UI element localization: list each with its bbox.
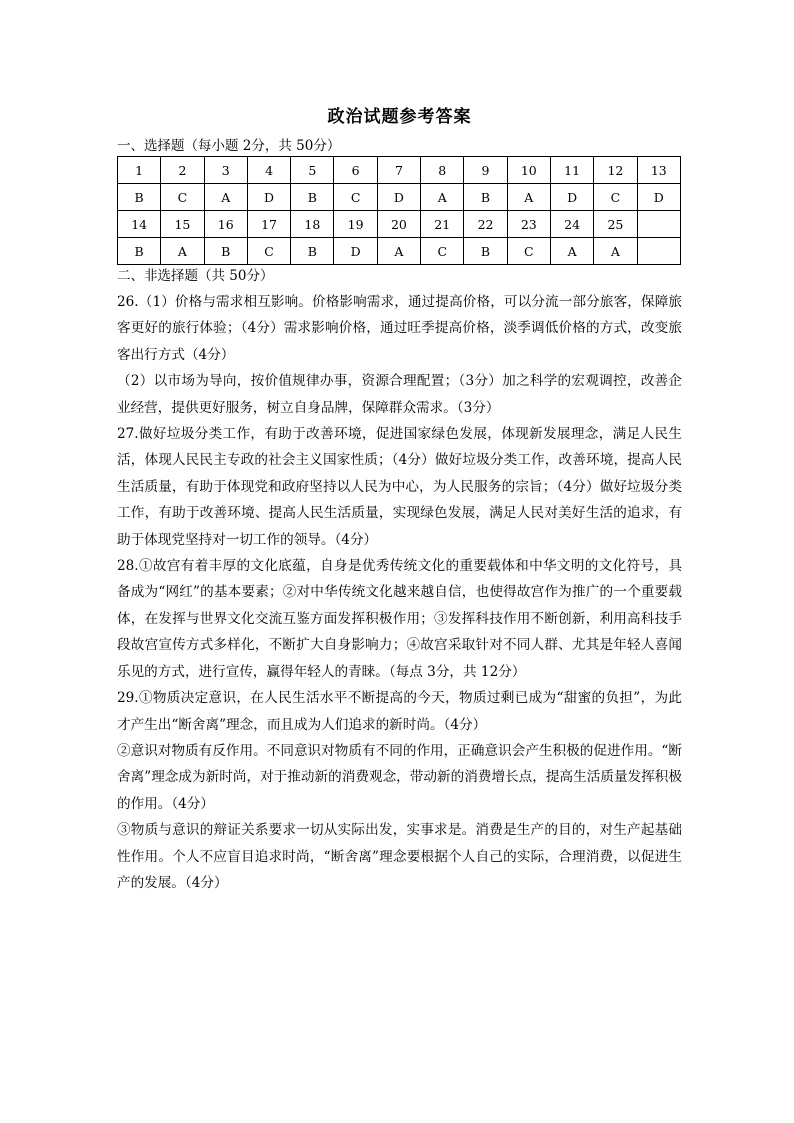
- question-number-cell: 13: [637, 157, 680, 184]
- answer-29-point-2: ②意识对物质有反作用。不同意识对物质有不同的作用，正确意识会产生积极的促进作用。“断舍离”理念成为新时尚，对于推动新的消费观念，带动新的消费增长点，提高生活质量发挥积极的作用。（4分）: [117, 742, 682, 812]
- answer-key-cell: B: [118, 238, 161, 265]
- question-number-cell: 8: [421, 157, 464, 184]
- question-number-cell: 7: [377, 157, 420, 184]
- question-number-cell: 18: [291, 211, 334, 238]
- answer-28: 28.①故宫有着丰厚的文化底蕴，自身是优秀传统文化的重要载体和中华文明的文化符号，具备成为“网红”的基本要素；②对中华传统文化越来越自信，也使得故宫作为推广的一个重要载体，在发挥与世界文化交流互鉴方面发挥积极作用；③发挥科技作用不断创新，利用高科技手段故宫宣传方式多样化，不断扩大自身影响力；④故宫采取针对不同人群、尤其是年轻人喜闻乐见的方式，进行宣传，赢得年轻人的青睐。（每点 3分，共 12分）: [117, 558, 682, 680]
- answer-key-cell: D: [550, 184, 593, 211]
- answer-key-cell: D: [377, 184, 420, 211]
- question-number-cell: 9: [464, 157, 507, 184]
- answer-sheet: [117, 105, 682, 896]
- answer-key-cell: A: [421, 184, 464, 211]
- question-number-cell: 2: [161, 157, 204, 184]
- question-number-cell: 11: [550, 157, 593, 184]
- section-2-heading: 二、非选择题（共 50分）: [117, 268, 274, 284]
- answer-key-cell: B: [291, 184, 334, 211]
- question-number-cell: 24: [550, 211, 593, 238]
- question-number-cell: 16: [204, 211, 247, 238]
- answer-key-cell: C: [594, 184, 637, 211]
- question-number-row: [118, 157, 681, 184]
- answer-key-cell: C: [247, 238, 290, 265]
- question-number-cell: [637, 211, 680, 238]
- answer-26-part-1: 26.（1）价格与需求相互影响。价格影响需求，通过提高价格，可以分流一部分旅客，保障旅客更好的旅行体验；（4分）需求影响价格，通过旺季提高价格，淡季调低价格的方式，改变旅客出行方式（4分）: [117, 294, 682, 363]
- answer-key-cell: D: [334, 238, 377, 265]
- answer-key-cell: C: [334, 184, 377, 211]
- answer-29-point-3: ③物质与意识的辩证关系要求一切从实际出发，实事求是。消费是生产的目的，对生产起基础性作用。个人不应盲目追求时尚，“断舍离”理念要根据个人自己的实际，合理消费，以促进生产的发展。（4分）: [117, 822, 682, 891]
- answer-key-cell: B: [291, 238, 334, 265]
- answer-key-cell: A: [594, 238, 637, 265]
- answer-key-cell: C: [507, 238, 550, 265]
- section-1-heading: 一、选择题（每小题 2分，共 50分）: [117, 138, 341, 154]
- question-number-cell: 5: [291, 157, 334, 184]
- answer-key-cell: B: [464, 184, 507, 211]
- answer-key-cell: A: [550, 238, 593, 265]
- answer-key-cell: A: [377, 238, 420, 265]
- answer-27: 27.做好垃圾分类工作，有助于改善环境，促进国家绿色发展，体现新发展理念，满足人民生活，体现人民民主专政的社会主义国家性质；（4分）做好垃圾分类工作，改善环境，提高人民生活质量，有助于体现党和政府坚持以人民为中心，为人民服务的宗旨；（4分）做好垃圾分类工作，有助于改善环境、提高人民生活质量，实现绿色发展，满足人民对美好生活的追求，有助于体现党坚持对一切工作的领导。（4分）: [117, 426, 682, 548]
- question-number-cell: 3: [204, 157, 247, 184]
- answer-29-point-1: 29.①物质决定意识，在人民生活水平不断提高的今天，物质过剩已成为“甜蜜的负担”，为此才产生出“断舍离”理念，而且成为人们追求的新时尚。（4分）: [117, 690, 682, 733]
- answer-key-cell: A: [507, 184, 550, 211]
- answer-key-cell: D: [247, 184, 290, 211]
- question-number-cell: 19: [334, 211, 377, 238]
- question-number-cell: 21: [421, 211, 464, 238]
- question-number-cell: 20: [377, 211, 420, 238]
- answer-key-row: [118, 184, 681, 211]
- question-number-cell: 6: [334, 157, 377, 184]
- answer-key-cell: B: [464, 238, 507, 265]
- answer-key-cell: B: [204, 238, 247, 265]
- answer-key-cell: A: [161, 238, 204, 265]
- question-number-cell: 23: [507, 211, 550, 238]
- page-title: 政治试题参考答案: [327, 107, 472, 127]
- answer-paragraphs: [117, 289, 682, 896]
- question-number-cell: 22: [464, 211, 507, 238]
- question-number-cell: 15: [161, 211, 204, 238]
- answer-26-part-2: （2）以市场为导向，按价值规律办事，资源合理配置；（3分）加之科学的宏观调控，改善企业经营，提供更好服务，树立自身品牌，保障群众需求。（3分）: [117, 373, 682, 416]
- question-number-cell: 10: [507, 157, 550, 184]
- answer-table: [117, 156, 681, 265]
- answer-key-cell: A: [204, 184, 247, 211]
- answer-key-cell: D: [637, 184, 680, 211]
- question-number-cell: 4: [247, 157, 290, 184]
- answer-key-cell: [637, 238, 680, 265]
- question-number-cell: 12: [594, 157, 637, 184]
- answer-key-cell: C: [421, 238, 464, 265]
- question-number-cell: 14: [118, 211, 161, 238]
- question-number-row: [118, 211, 681, 238]
- question-number-cell: 25: [594, 211, 637, 238]
- answer-key-row: [118, 238, 681, 265]
- answer-key-cell: C: [161, 184, 204, 211]
- question-number-cell: 1: [118, 157, 161, 184]
- question-number-cell: 17: [247, 211, 290, 238]
- answer-key-cell: B: [118, 184, 161, 211]
